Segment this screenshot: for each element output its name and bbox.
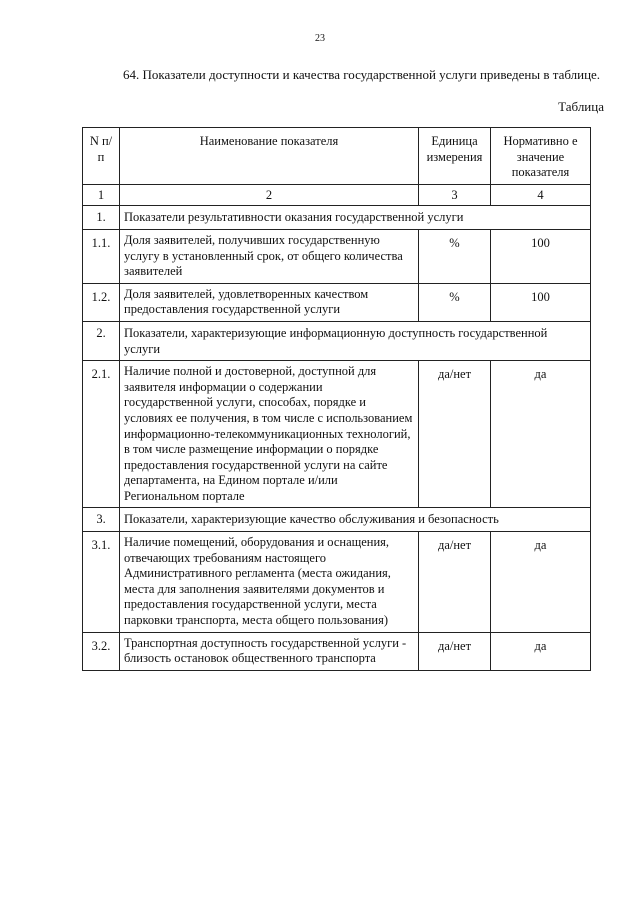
row-number: 1.: [83, 206, 120, 230]
column-number: 1: [83, 184, 120, 206]
indicator-unit: да/нет: [419, 361, 491, 508]
indicator-unit: %: [419, 229, 491, 283]
table-caption: Таблица: [558, 99, 604, 114]
column-number: 4: [491, 184, 591, 206]
header-norm: Нормативно е значение показателя: [491, 128, 591, 185]
row-number: 1.1.: [83, 229, 120, 283]
table-header-row: [83, 128, 591, 185]
indicator-norm: да: [491, 532, 591, 633]
section-row: [83, 206, 591, 230]
section-title: Показатели, характеризующие информационную доступность государственной услуги: [120, 321, 591, 360]
indicator-norm: да: [491, 632, 591, 670]
header-num: N п/п: [83, 128, 120, 185]
indicator-name: Транспортная доступность государственной услуги - близость остановок общественного транспорта: [120, 632, 419, 670]
section-row: [83, 321, 591, 360]
section-title: Показатели результативности оказания государственной услуги: [120, 206, 591, 230]
indicator-unit: %: [419, 283, 491, 321]
page-number: 23: [315, 33, 325, 44]
row-number: 2.: [83, 321, 120, 360]
row-number: 2.1.: [83, 361, 120, 508]
indicator-row: [83, 532, 591, 633]
indicator-norm: 100: [491, 229, 591, 283]
indicator-name: Наличие полной и достоверной, доступной для заявителя информации о содержании государственной услуги, способах, порядке и условиях ее получения, в том числе с использованием информационно-телекоммуникационных технологий, в том числе размещение информации о порядке предоставления государственной услуги на сайте департамента, на Едином портале и/или Региональном портале: [120, 361, 419, 508]
indicator-row: [83, 229, 591, 283]
header-unit: Единица измерения: [419, 128, 491, 185]
indicator-unit: да/нет: [419, 532, 491, 633]
row-number: 1.2.: [83, 283, 120, 321]
indicator-name: Наличие помещений, оборудования и оснащения, отвечающих требованиям настоящего Административного регламента (места ожидания, места для заполнения заявителями документов и предоставления государственной услуги, места парковки транспорта, места общего пользования): [120, 532, 419, 633]
header-name: Наименование показателя: [120, 128, 419, 185]
indicator-row: [83, 361, 591, 508]
column-number: 3: [419, 184, 491, 206]
column-number: 2: [120, 184, 419, 206]
indicator-norm: 100: [491, 283, 591, 321]
row-number: 3.1.: [83, 532, 120, 633]
indicators-table: [82, 127, 591, 671]
indicator-row: [83, 283, 591, 321]
row-number: 3.2.: [83, 632, 120, 670]
row-number: 3.: [83, 508, 120, 532]
indicator-row: [83, 632, 591, 670]
column-number-row: [83, 184, 591, 206]
indicator-norm: да: [491, 361, 591, 508]
section-row: [83, 508, 591, 532]
intro-paragraph: 64. Показатели доступности и качества государственной услуги приведены в таблице.: [123, 67, 601, 82]
indicator-name: Доля заявителей, получивших государственную услугу в установленный срок, от общего количества заявителей: [120, 229, 419, 283]
section-title: Показатели, характеризующие качество обслуживания и безопасность: [120, 508, 591, 532]
indicator-name: Доля заявителей, удовлетворенных качеством предоставления государственной услуги: [120, 283, 419, 321]
indicator-unit: да/нет: [419, 632, 491, 670]
